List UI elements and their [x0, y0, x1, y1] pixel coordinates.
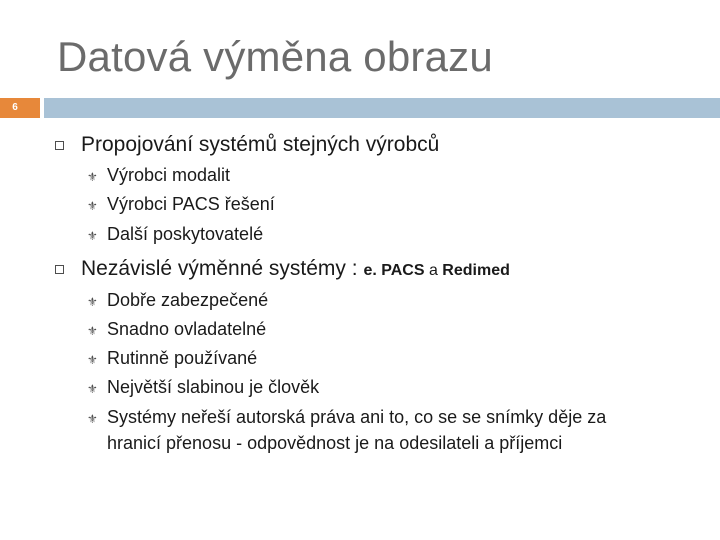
flower-bullet-icon: ⚜	[87, 412, 98, 426]
flower-bullet-icon: ⚜	[87, 229, 98, 243]
bullet-1-subitem: Výrobci modalit	[107, 165, 231, 185]
title-divider-bar	[44, 98, 720, 118]
bullet-2-subitem: Největší slabinou je člověk	[107, 377, 320, 397]
slide-number: 6	[12, 102, 18, 113]
square-bullet-icon	[55, 141, 64, 150]
bullet-2-prefix: Nezávislé výměnné systémy :	[81, 257, 364, 280]
flower-bullet-icon: ⚜	[87, 295, 98, 309]
bullet-2-subitem: Systémy neřeší autorská práva ani to, co se se snímky děje za	[107, 407, 607, 427]
flower-bullet-icon: ⚜	[87, 353, 98, 367]
bullet-2-epacs: e. PACS	[363, 262, 425, 279]
bullet-2-text	[81, 257, 510, 281]
bullet-1-text: Propojování systémů stejných výrobců	[81, 133, 440, 156]
bullet-1-subitem: Další poskytovatelé	[107, 224, 264, 244]
bullet-2-subitem-continuation: hranicí přenosu - odpovědnost je na odesilateli a příjemci	[107, 433, 563, 453]
flower-bullet-icon: ⚜	[87, 170, 98, 184]
bullet-1-subitem: Výrobci PACS řešení	[107, 194, 275, 214]
bullet-2-subitem: Rutinně používané	[107, 348, 258, 368]
bullet-2-redimed: Redimed	[442, 262, 510, 279]
slide-title: Datová výměna obrazu	[57, 33, 493, 80]
flower-bullet-icon: ⚜	[87, 324, 98, 338]
bullet-2-conjunction: a	[424, 262, 443, 279]
flower-bullet-icon: ⚜	[87, 382, 98, 396]
flower-bullet-icon: ⚜	[87, 199, 98, 213]
bullet-2-subitem: Dobře zabezpečené	[107, 290, 269, 310]
bullet-2-subitem: Snadno ovladatelné	[107, 319, 267, 339]
square-bullet-icon	[55, 265, 64, 274]
